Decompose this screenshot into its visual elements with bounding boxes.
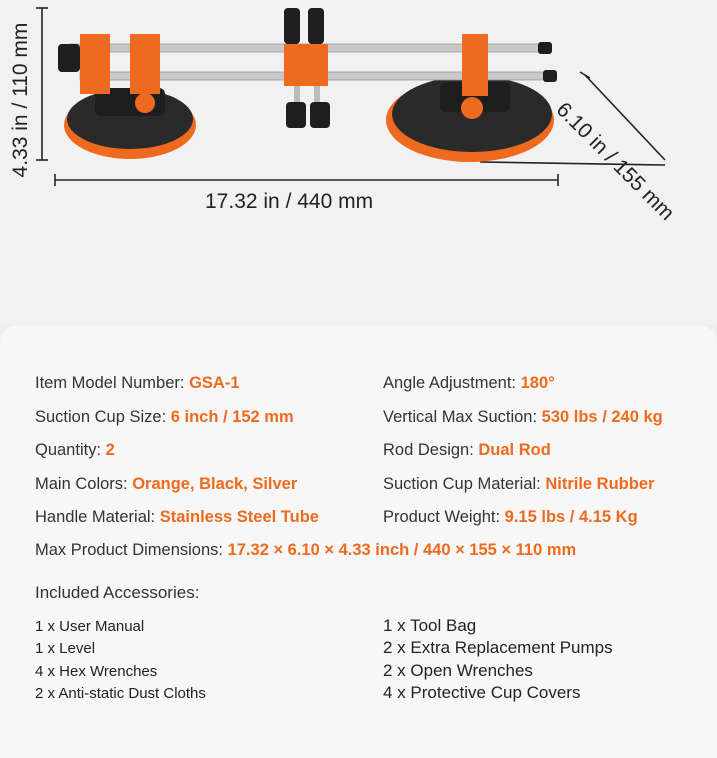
spec-value: Orange, Black, Silver [132,475,298,493]
spec-label: Max Product Dimensions: [35,541,228,559]
spec-model [35,374,240,393]
spec-rod [383,441,551,460]
spec-angle [383,374,555,393]
spec-label: Rod Design: [383,441,479,459]
spec-value: 180° [520,374,555,392]
spec-value: Dual Rod [478,441,551,459]
spec-value: Nitrile Rubber [545,475,655,493]
spec-label: Main Colors: [35,475,133,493]
spec-cup-material [383,475,654,494]
spec-value: 2 [105,441,115,459]
center-level-block [284,8,330,128]
spec-label: Suction Cup Material: [383,475,546,493]
spec-value: 530 lbs / 240 kg [541,408,663,426]
spec-value: 17.32 × 6.10 × 4.33 inch / 440 × 155 × 110 mm [227,541,577,559]
spec-label: Item Model Number: [35,374,190,392]
spec-card [0,325,717,758]
spec-quantity [35,441,115,460]
accessories-title: Included Accessories: [35,583,200,602]
height-dimension: 4.33 in / 110 mm [9,22,32,178]
left-suction-cup [64,88,196,159]
accessory-item: 2 x Anti-static Dust Cloths [35,685,206,702]
accessory-item: 1 x User Manual [35,618,145,635]
accessory-item: 4 x Hex Wrenches [35,663,158,680]
spec-weight [383,508,638,527]
spec-label: Vertical Max Suction: [383,408,542,426]
accessory-item: 2 x Extra Replacement Pumps [383,638,613,657]
spec-label: Product Weight: [383,508,505,526]
spec-label: Angle Adjustment: [383,374,521,392]
spec-value: GSA-1 [189,374,240,392]
left-clamp [58,34,160,94]
accessory-item: 2 x Open Wrenches [383,661,533,680]
spec-cup-size [35,408,294,427]
spec-value: 6 inch / 152 mm [170,408,294,426]
width-dimension: 17.32 in / 440 mm [205,190,374,213]
product-image-area [0,0,717,325]
spec-suction [383,408,663,427]
right-clamp [462,34,488,96]
accessory-item: 4 x Protective Cup Covers [383,683,581,702]
accessory-item: 1 x Tool Bag [383,616,477,635]
spec-label: Quantity: [35,441,106,459]
spec-label: Handle Material: [35,508,160,526]
depth-dimension: 6.10 in / 155 mm [551,98,679,225]
spec-value: 9.15 lbs / 4.15 Kg [504,508,638,526]
spec-colors [35,475,297,494]
spec-label: Suction Cup Size: [35,408,171,426]
spec-value: Stainless Steel Tube [159,508,319,526]
accessory-item: 1 x Level [35,640,96,657]
spec-max-dimensions [35,541,576,560]
spec-handle [35,508,319,527]
